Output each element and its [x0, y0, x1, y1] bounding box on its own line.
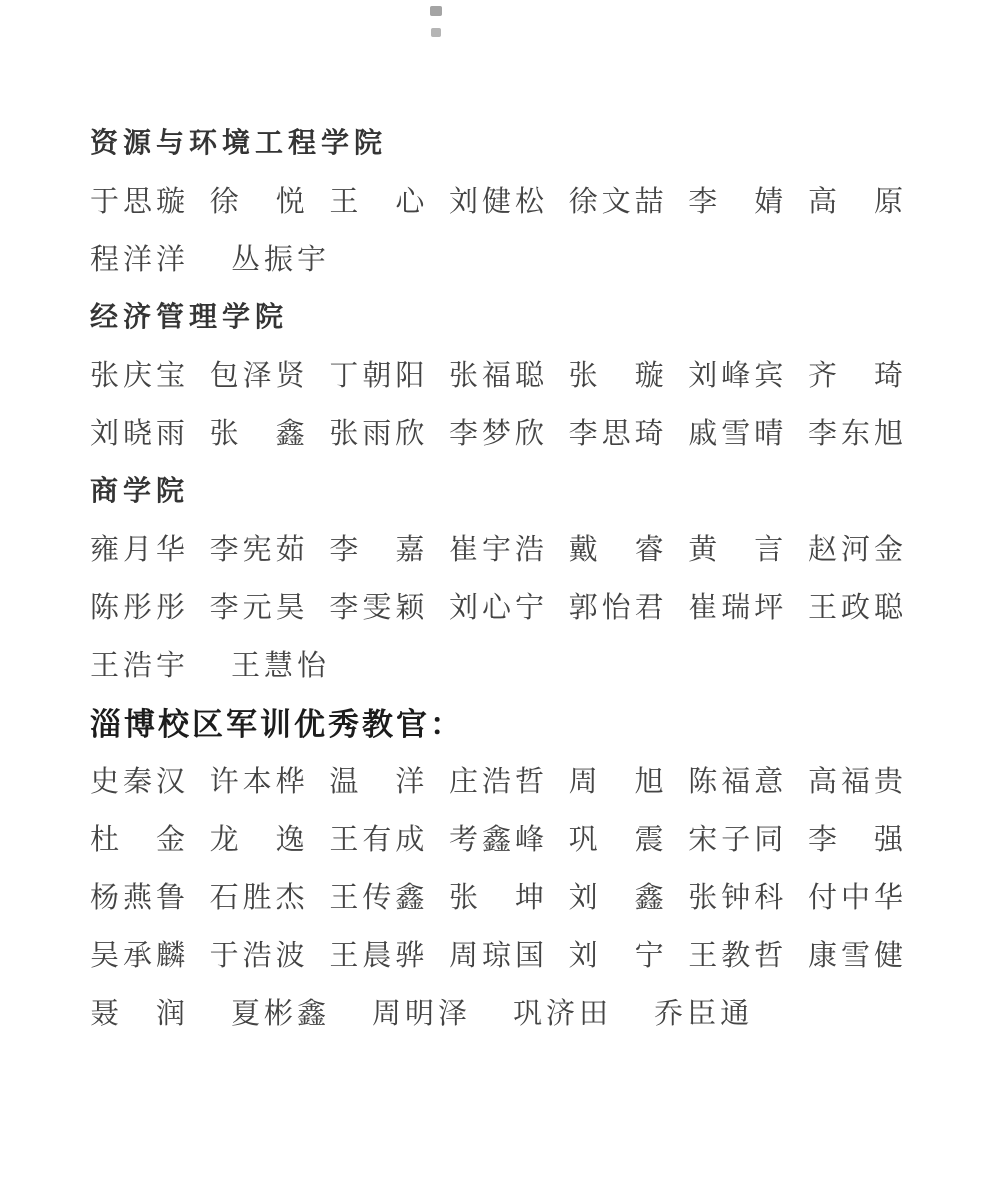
person-name: 巩 震: [568, 823, 668, 856]
person-name: 乔臣通: [654, 997, 754, 1030]
person-name: 郭怡君: [568, 591, 668, 624]
person-name: 巩济田: [513, 997, 613, 1030]
person-name: 于思璇: [90, 185, 190, 218]
person-name: 戴 睿: [568, 533, 668, 566]
person-name: 李 婧: [688, 185, 788, 218]
person-name: 崔瑞坪: [688, 591, 788, 624]
person-name: 周 旭: [568, 765, 668, 798]
person-name: 王教哲: [688, 939, 788, 972]
person-name: 聂 润: [90, 997, 190, 1030]
person-name: 刘 鑫: [568, 881, 668, 914]
person-name: 张庆宝: [90, 359, 190, 392]
name-row: [90, 402, 907, 460]
person-name: 王政聪: [807, 591, 907, 624]
person-name: 温 洋: [329, 765, 429, 798]
person-name: 赵河金: [807, 533, 907, 566]
person-name: 李梦欣: [448, 417, 548, 450]
person-name: 李宪茹: [209, 533, 309, 566]
person-name: 付中华: [807, 881, 907, 914]
person-name: 高福贵: [807, 765, 907, 798]
person-name: 陈彤彤: [90, 591, 190, 624]
person-name: 杨燕鲁: [90, 881, 190, 914]
scan-artifact: [431, 28, 441, 37]
person-name: 康雪健: [807, 939, 907, 972]
name-row: [90, 344, 907, 402]
name-row: [90, 924, 907, 982]
person-name: 徐 悦: [209, 185, 309, 218]
person-name: 徐文喆: [568, 185, 668, 218]
person-name: 丁朝阳: [329, 359, 429, 392]
person-name: 王浩宇: [90, 649, 190, 682]
person-name: 张钟科: [688, 881, 788, 914]
person-name: 包泽贤: [209, 359, 309, 392]
person-name: 张雨欣: [329, 417, 429, 450]
person-name: 石胜杰: [209, 881, 309, 914]
name-row: [90, 866, 907, 924]
person-name: 许本桦: [209, 765, 309, 798]
person-name: 黄 言: [688, 533, 788, 566]
person-name: 刘心宁: [448, 591, 548, 624]
name-row: [90, 808, 907, 866]
person-name: 王有成: [329, 823, 429, 856]
person-name: 张 坤: [448, 881, 548, 914]
person-name: 王传鑫: [329, 881, 429, 914]
section-header: 淄博校区军训优秀教官：: [90, 706, 464, 742]
person-name: 刘健松: [448, 185, 548, 218]
person-name: 张 鑫: [209, 417, 309, 450]
person-name: 李 强: [807, 823, 907, 856]
person-name: 李元昊: [209, 591, 309, 624]
person-name: 陈福意: [688, 765, 788, 798]
person-name: 崔宇浩: [448, 533, 548, 566]
person-name: 张福聪: [448, 359, 548, 392]
person-name: 刘晓雨: [90, 417, 190, 450]
person-name: 程洋洋: [90, 243, 190, 276]
person-name: 史秦汉: [90, 765, 190, 798]
person-name: 刘 宁: [568, 939, 668, 972]
person-name: 戚雪晴: [688, 417, 788, 450]
person-name: 李思琦: [568, 417, 668, 450]
person-name: 夏彬鑫: [231, 997, 331, 1030]
person-name: 周琼国: [448, 939, 548, 972]
name-row: [90, 170, 907, 228]
person-name: 李东旭: [807, 417, 907, 450]
name-row: [90, 518, 907, 576]
person-name: 雍月华: [90, 533, 190, 566]
person-name: 杜 金: [90, 823, 190, 856]
person-name: 王慧怡: [231, 649, 331, 682]
scan-artifact: [430, 6, 442, 16]
person-name: 庄浩哲: [448, 765, 548, 798]
person-name: 龙 逸: [209, 823, 309, 856]
person-name: 李雯颖: [329, 591, 429, 624]
name-row: [90, 750, 907, 808]
person-name: 李 嘉: [329, 533, 429, 566]
person-name: 于浩波: [209, 939, 309, 972]
person-name: 丛振宇: [231, 243, 331, 276]
person-name: 高 原: [807, 185, 907, 218]
name-row: [90, 634, 907, 692]
person-name: 王 心: [329, 185, 429, 218]
section-header: 商学院: [90, 476, 190, 507]
document-body: [90, 112, 907, 1040]
person-name: 宋子同: [688, 823, 788, 856]
name-row: [90, 576, 907, 634]
name-row: [90, 982, 907, 1040]
section-header: 资源与环境工程学院: [90, 128, 388, 159]
section-header: 经济管理学院: [90, 302, 289, 333]
person-name: 刘峰宾: [688, 359, 788, 392]
person-name: 齐 琦: [807, 359, 907, 392]
person-name: 张 璇: [568, 359, 668, 392]
person-name: 王晨骅: [329, 939, 429, 972]
name-row: [90, 228, 907, 286]
person-name: 周明泽: [372, 997, 472, 1030]
person-name: 吴承麟: [90, 939, 190, 972]
person-name: 考鑫峰: [448, 823, 548, 856]
